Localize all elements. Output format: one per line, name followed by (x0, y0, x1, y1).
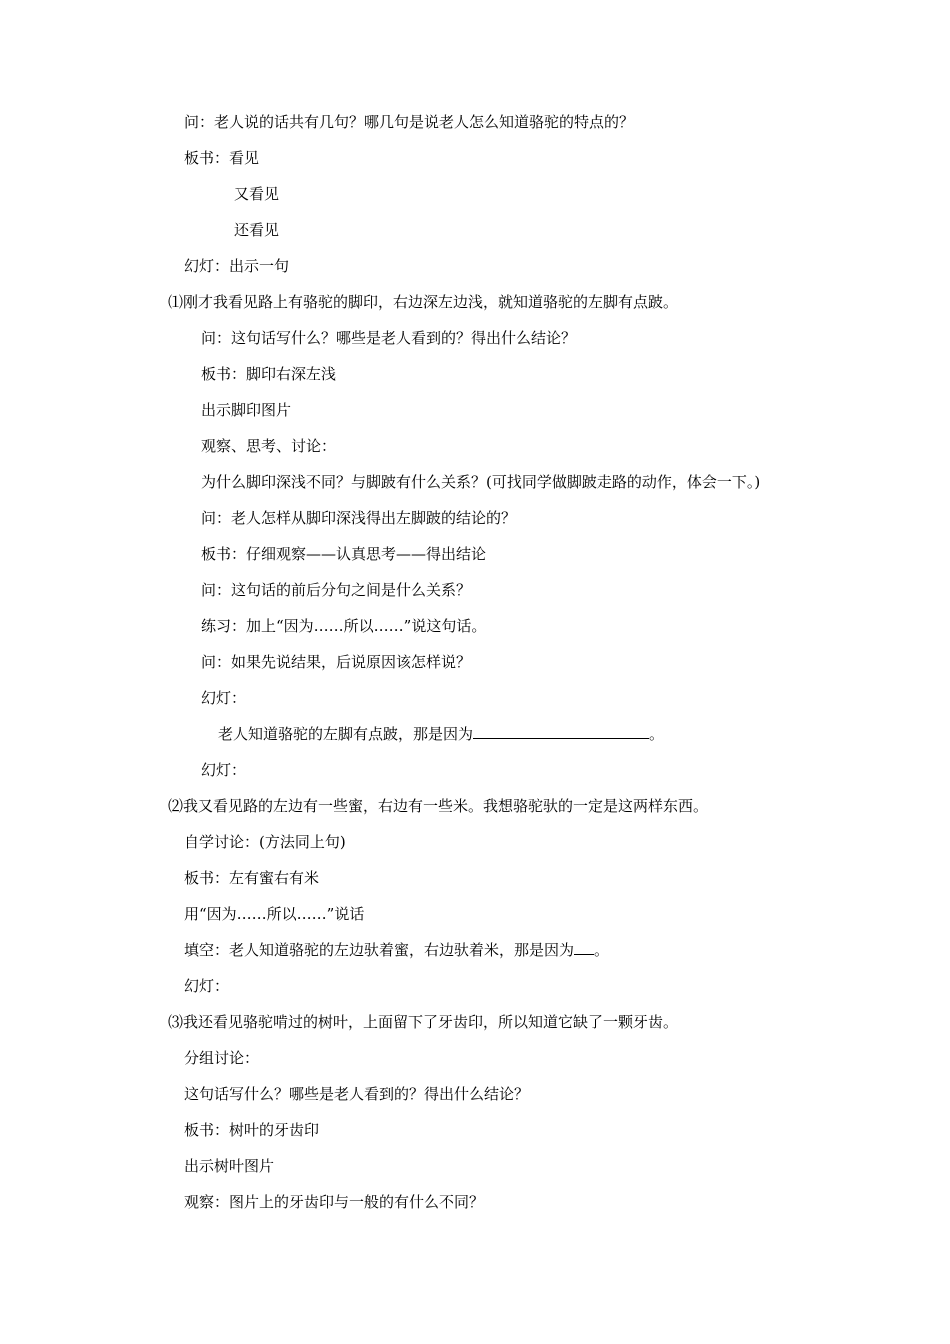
text-line: 问：这句话写什么？哪些是老人看到的？得出什么结论？ (201, 329, 577, 347)
text-line: 老人知道骆驼的左脚有点跛，那是因为 (218, 725, 474, 743)
text-line: 。 (649, 725, 665, 743)
text-line: 出示脚印图片 (201, 401, 292, 419)
text-line: 观察、思考、讨论： (201, 437, 337, 455)
text-line: 观察：图片上的牙齿印与一般的有什么不同？ (184, 1193, 485, 1211)
text-line: 问：老人怎样从脚印深浅得出左脚跛的结论的？ (201, 509, 517, 527)
text-line: 问：如果先说结果，后说原因该怎样说？ (201, 653, 472, 671)
text-line: 练习：加上“因为……所以……”说这句话。 (201, 617, 487, 635)
text-line: 板书：树叶的牙齿印 (184, 1121, 320, 1139)
text-line: 又看见 (234, 185, 280, 203)
text-line: 这句话写什么？哪些是老人看到的？得出什么结论？ (184, 1085, 530, 1103)
text-line: 出示树叶图片 (184, 1157, 275, 1175)
answer-blank (574, 940, 594, 955)
text-line: 幻灯： (201, 761, 247, 779)
text-line: 板书：左有蜜右有米 (184, 869, 320, 887)
text-line: 用“因为……所以……”说话 (184, 905, 365, 923)
text-line: ⑵我又看见路的左边有一些蜜，右边有一些米。我想骆驼驮的一定是这两样东西。 (168, 797, 709, 815)
text-line: 幻灯： (184, 977, 230, 995)
text-line: 板书：看见 (184, 149, 260, 167)
text-line: 幻灯：出示一句 (184, 257, 290, 275)
text-line: 。 (594, 941, 610, 959)
text-line: 问：老人说的话共有几句？哪几句是说老人怎么知道骆驼的特点的？ (184, 113, 635, 131)
text-line: 自学讨论：(方法同上句) (184, 833, 346, 851)
text-line: 为什么脚印深浅不同？与脚跛有什么关系？(可找同学做脚跛走路的动作，体会一下。) (201, 473, 761, 491)
text-line: 问：这句话的前后分句之间是什么关系？ (201, 581, 472, 599)
fill-in-line (184, 940, 609, 960)
text-line: 板书：脚印右深左浅 (201, 365, 337, 383)
fill-in-line (218, 724, 664, 744)
text-line: 幻灯： (201, 689, 247, 707)
answer-blank (473, 724, 649, 739)
text-line: 填空：老人知道骆驼的左边驮着蜜，右边驮着米，那是因为 (184, 941, 575, 959)
text-line: 板书：仔细观察——认真思考——得出结论 (201, 545, 487, 563)
text-line: 还看见 (234, 221, 280, 239)
text-line: 分组讨论： (184, 1049, 260, 1067)
text-line: ⑶我还看见骆驼啃过的树叶，上面留下了牙齿印，所以知道它缺了一颗牙齿。 (168, 1013, 679, 1031)
text-line: ⑴刚才我看见路上有骆驼的脚印，右边深左边浅，就知道骆驼的左脚有点跛。 (168, 293, 679, 311)
